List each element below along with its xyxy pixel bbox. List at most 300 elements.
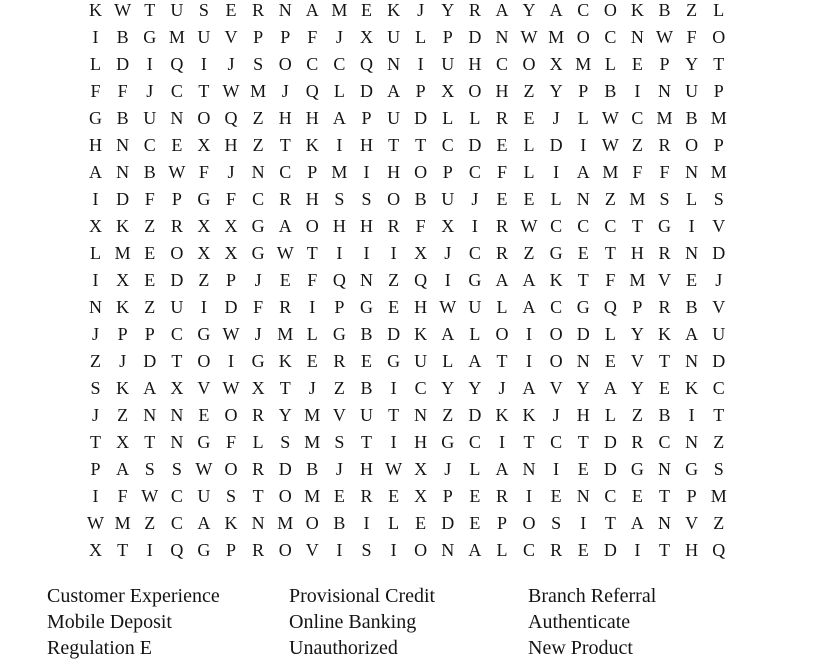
grid-cell[interactable]: Z <box>523 81 535 101</box>
grid-cell[interactable]: R <box>658 243 671 263</box>
grid-cell[interactable]: Z <box>144 216 156 236</box>
grid-cell[interactable]: Q <box>332 270 346 290</box>
grid-cell[interactable]: N <box>251 513 265 533</box>
grid-cell[interactable]: I <box>363 243 370 263</box>
grid-cell[interactable]: N <box>685 243 699 263</box>
grid-cell[interactable]: E <box>469 513 481 533</box>
grid-cell[interactable]: A <box>685 324 699 344</box>
grid-cell[interactable]: T <box>415 135 427 155</box>
grid-cell[interactable]: M <box>548 27 565 47</box>
grid-cell[interactable]: E <box>360 0 372 20</box>
grid-cell[interactable]: C <box>577 216 590 236</box>
grid-cell[interactable]: L <box>442 351 454 371</box>
grid-cell[interactable]: E <box>577 459 589 479</box>
grid-cell[interactable]: I <box>498 432 505 452</box>
grid-cell[interactable]: G <box>468 270 482 290</box>
grid-cell[interactable]: B <box>685 108 698 128</box>
grid-cell[interactable]: U <box>441 189 455 209</box>
grid-cell[interactable]: A <box>332 108 346 128</box>
grid-cell[interactable]: X <box>224 216 238 236</box>
grid-cell[interactable]: Z <box>252 135 264 155</box>
grid-cell[interactable]: G <box>251 243 265 263</box>
grid-cell[interactable]: D <box>278 459 292 479</box>
grid-cell[interactable]: N <box>441 540 455 560</box>
grid-cell[interactable]: O <box>224 405 238 425</box>
grid-cell[interactable]: K <box>414 324 428 344</box>
grid-cell[interactable]: E <box>225 0 237 20</box>
grid-cell[interactable]: T <box>604 243 616 263</box>
grid-cell[interactable]: O <box>414 540 428 560</box>
grid-cell[interactable]: U <box>359 405 373 425</box>
grid-cell[interactable]: E <box>388 297 400 317</box>
grid-cell[interactable]: V <box>332 405 346 425</box>
grid-cell[interactable]: L <box>469 324 481 344</box>
grid-cell[interactable]: Q <box>170 540 184 560</box>
grid-cell[interactable]: N <box>116 135 130 155</box>
grid-cell[interactable]: R <box>279 189 292 209</box>
grid-cell[interactable]: A <box>89 162 103 182</box>
grid-cell[interactable]: H <box>359 135 373 155</box>
grid-cell[interactable]: C <box>631 108 644 128</box>
grid-cell[interactable]: A <box>630 513 644 533</box>
grid-cell[interactable]: N <box>685 432 699 452</box>
grid-cell[interactable]: G <box>197 540 211 560</box>
grid-cell[interactable]: J <box>227 54 235 74</box>
grid-cell[interactable]: Y <box>685 54 699 74</box>
grid-cell[interactable]: P <box>686 486 697 506</box>
grid-cell[interactable]: Z <box>713 432 725 452</box>
grid-cell[interactable]: M <box>656 108 673 128</box>
grid-cell[interactable]: B <box>685 297 698 317</box>
grid-cell[interactable]: X <box>197 243 211 263</box>
grid-cell[interactable]: T <box>117 540 129 560</box>
grid-cell[interactable]: J <box>119 351 127 371</box>
grid-cell[interactable]: L <box>523 162 535 182</box>
grid-cell[interactable]: O <box>224 459 238 479</box>
grid-cell[interactable]: C <box>550 432 563 452</box>
grid-cell[interactable]: C <box>441 135 454 155</box>
grid-cell[interactable]: Y <box>576 378 590 398</box>
grid-cell[interactable]: M <box>114 243 131 263</box>
grid-cell[interactable]: I <box>634 81 641 101</box>
grid-cell[interactable]: S <box>659 189 670 209</box>
grid-cell[interactable]: A <box>495 270 509 290</box>
grid-cell[interactable]: L <box>713 0 725 20</box>
grid-cell[interactable]: C <box>468 243 481 263</box>
grid-cell[interactable]: P <box>442 27 453 47</box>
grid-cell[interactable]: C <box>468 162 481 182</box>
grid-cell[interactable]: S <box>280 432 291 452</box>
grid-cell[interactable]: H <box>224 135 238 155</box>
grid-cell[interactable]: K <box>495 405 509 425</box>
grid-cell[interactable]: J <box>308 378 316 398</box>
grid-cell[interactable]: U <box>468 297 482 317</box>
grid-cell[interactable]: J <box>254 324 262 344</box>
grid-cell[interactable]: X <box>251 378 265 398</box>
grid-cell[interactable]: R <box>658 297 671 317</box>
grid-cell[interactable]: E <box>144 243 156 263</box>
grid-cell[interactable]: D <box>468 135 482 155</box>
grid-cell[interactable]: Q <box>712 540 726 560</box>
grid-cell[interactable]: W <box>601 135 619 155</box>
grid-cell[interactable]: C <box>604 486 617 506</box>
grid-cell[interactable]: S <box>361 189 372 209</box>
grid-cell[interactable]: I <box>228 351 235 371</box>
grid-cell[interactable]: I <box>200 54 207 74</box>
grid-cell[interactable]: R <box>170 216 183 236</box>
grid-cell[interactable]: E <box>333 486 345 506</box>
grid-cell[interactable]: Z <box>388 270 400 290</box>
grid-cell[interactable]: M <box>304 486 321 506</box>
grid-cell[interactable]: V <box>224 27 238 47</box>
grid-cell[interactable]: T <box>577 270 589 290</box>
grid-cell[interactable]: D <box>441 513 455 533</box>
grid-cell[interactable]: U <box>170 0 184 20</box>
grid-cell[interactable]: C <box>523 540 536 560</box>
grid-cell[interactable]: S <box>90 378 101 398</box>
grid-cell[interactable]: A <box>495 459 509 479</box>
grid-cell[interactable]: D <box>603 459 617 479</box>
grid-cell[interactable]: O <box>495 324 509 344</box>
grid-cell[interactable]: M <box>710 486 727 506</box>
grid-cell[interactable]: R <box>252 540 265 560</box>
grid-cell[interactable]: U <box>414 351 428 371</box>
grid-cell[interactable]: U <box>387 108 401 128</box>
grid-cell[interactable]: G <box>197 189 211 209</box>
grid-cell[interactable]: W <box>195 459 213 479</box>
grid-cell[interactable]: D <box>468 27 482 47</box>
grid-cell[interactable]: L <box>496 540 508 560</box>
grid-cell[interactable]: H <box>359 459 373 479</box>
grid-cell[interactable]: W <box>222 378 240 398</box>
grid-cell[interactable]: E <box>604 351 616 371</box>
grid-cell[interactable]: X <box>414 243 428 263</box>
grid-cell[interactable]: T <box>659 540 671 560</box>
grid-cell[interactable]: G <box>143 27 157 47</box>
grid-cell[interactable]: B <box>306 459 319 479</box>
grid-cell[interactable]: I <box>526 351 533 371</box>
grid-cell[interactable]: J <box>335 27 343 47</box>
grid-cell[interactable]: Y <box>468 378 482 398</box>
grid-cell[interactable]: Z <box>631 135 643 155</box>
grid-cell[interactable]: Z <box>198 270 210 290</box>
grid-cell[interactable]: N <box>414 405 428 425</box>
grid-cell[interactable]: W <box>385 459 403 479</box>
grid-cell[interactable]: V <box>712 216 726 236</box>
grid-cell[interactable]: I <box>390 243 397 263</box>
grid-cell[interactable]: G <box>89 108 103 128</box>
grid-cell[interactable]: R <box>468 0 481 20</box>
grid-cell[interactable]: R <box>495 243 508 263</box>
grid-cell[interactable]: T <box>279 378 291 398</box>
grid-cell[interactable]: A <box>197 513 211 533</box>
grid-cell[interactable]: W <box>168 162 186 182</box>
grid-cell[interactable]: K <box>685 378 699 398</box>
grid-cell[interactable]: I <box>336 540 343 560</box>
grid-cell[interactable]: U <box>712 324 726 344</box>
grid-cell[interactable]: I <box>146 54 153 74</box>
grid-cell[interactable]: K <box>305 135 319 155</box>
grid-cell[interactable]: L <box>306 324 318 344</box>
grid-cell[interactable]: Q <box>224 108 238 128</box>
grid-cell[interactable]: T <box>171 351 183 371</box>
grid-cell[interactable]: P <box>659 54 670 74</box>
grid-cell[interactable]: I <box>390 540 397 560</box>
grid-cell[interactable]: W <box>656 27 674 47</box>
grid-cell[interactable]: T <box>388 135 400 155</box>
grid-cell[interactable]: X <box>359 27 373 47</box>
grid-cell[interactable]: X <box>89 216 103 236</box>
grid-cell[interactable]: E <box>496 189 508 209</box>
grid-cell[interactable]: I <box>92 189 99 209</box>
grid-cell[interactable]: C <box>604 27 617 47</box>
grid-cell[interactable]: X <box>116 432 130 452</box>
grid-cell[interactable]: N <box>685 351 699 371</box>
grid-cell[interactable]: D <box>359 81 373 101</box>
grid-cell[interactable]: C <box>333 54 346 74</box>
grid-cell[interactable]: I <box>688 216 695 236</box>
grid-cell[interactable]: D <box>414 108 428 128</box>
grid-cell[interactable]: H <box>305 189 319 209</box>
grid-cell[interactable]: D <box>603 432 617 452</box>
grid-cell[interactable]: G <box>251 216 265 236</box>
grid-cell[interactable]: L <box>469 459 481 479</box>
grid-cell[interactable]: C <box>550 216 563 236</box>
grid-cell[interactable]: X <box>441 81 455 101</box>
grid-cell[interactable]: B <box>658 0 671 20</box>
grid-cell[interactable]: D <box>468 405 482 425</box>
grid-cell[interactable]: U <box>170 297 184 317</box>
grid-cell[interactable]: S <box>253 54 264 74</box>
grid-cell[interactable]: N <box>576 486 590 506</box>
grid-cell[interactable]: X <box>89 540 103 560</box>
grid-cell[interactable]: E <box>360 351 372 371</box>
grid-cell[interactable]: T <box>659 486 671 506</box>
grid-cell[interactable]: A <box>522 297 536 317</box>
grid-cell[interactable]: J <box>471 189 479 209</box>
grid-cell[interactable]: E <box>279 270 291 290</box>
grid-cell[interactable]: L <box>577 108 589 128</box>
grid-cell[interactable]: W <box>222 324 240 344</box>
grid-cell[interactable]: M <box>277 513 294 533</box>
grid-cell[interactable]: H <box>414 297 428 317</box>
grid-cell[interactable]: A <box>549 0 563 20</box>
grid-cell[interactable]: G <box>197 432 211 452</box>
grid-cell[interactable]: F <box>632 162 643 182</box>
grid-cell[interactable]: I <box>390 378 397 398</box>
grid-cell[interactable]: N <box>251 162 265 182</box>
grid-cell[interactable]: R <box>252 405 265 425</box>
grid-cell[interactable]: W <box>276 243 294 263</box>
grid-cell[interactable]: W <box>520 27 538 47</box>
grid-cell[interactable]: C <box>170 513 183 533</box>
grid-cell[interactable]: E <box>523 108 535 128</box>
grid-cell[interactable]: D <box>603 540 617 560</box>
grid-cell[interactable]: A <box>576 162 590 182</box>
grid-cell[interactable]: U <box>143 108 157 128</box>
grid-cell[interactable]: I <box>444 270 451 290</box>
grid-cell[interactable]: K <box>224 513 238 533</box>
grid-cell[interactable]: M <box>304 432 321 452</box>
grid-cell[interactable]: G <box>576 297 590 317</box>
grid-cell[interactable]: K <box>278 351 292 371</box>
grid-cell[interactable]: O <box>170 243 184 263</box>
grid-cell[interactable]: D <box>549 135 563 155</box>
grid-cell[interactable]: A <box>441 324 455 344</box>
grid-cell[interactable]: Z <box>442 405 454 425</box>
grid-cell[interactable]: P <box>307 162 318 182</box>
grid-cell[interactable]: J <box>227 162 235 182</box>
grid-cell[interactable]: F <box>226 432 237 452</box>
grid-cell[interactable]: E <box>496 135 508 155</box>
grid-cell[interactable]: I <box>309 297 316 317</box>
grid-cell[interactable]: P <box>361 108 372 128</box>
grid-cell[interactable]: E <box>144 270 156 290</box>
grid-cell[interactable]: P <box>496 513 507 533</box>
grid-cell[interactable]: M <box>629 189 646 209</box>
grid-cell[interactable]: V <box>658 270 672 290</box>
grid-cell[interactable]: X <box>224 243 238 263</box>
grid-cell[interactable]: A <box>468 540 482 560</box>
grid-cell[interactable]: W <box>141 486 159 506</box>
grid-cell[interactable]: T <box>659 351 671 371</box>
grid-cell[interactable]: Z <box>144 297 156 317</box>
grid-cell[interactable]: Y <box>630 324 644 344</box>
grid-cell[interactable]: B <box>333 513 346 533</box>
grid-cell[interactable]: N <box>170 405 184 425</box>
grid-cell[interactable]: Y <box>441 378 455 398</box>
grid-cell[interactable]: G <box>549 243 563 263</box>
grid-cell[interactable]: T <box>252 486 264 506</box>
grid-cell[interactable]: E <box>577 243 589 263</box>
grid-cell[interactable]: V <box>712 297 726 317</box>
grid-cell[interactable]: A <box>468 351 482 371</box>
grid-cell[interactable]: K <box>522 405 536 425</box>
grid-cell[interactable]: A <box>143 378 157 398</box>
grid-cell[interactable]: G <box>197 324 211 344</box>
grid-cell[interactable]: X <box>197 135 211 155</box>
grid-cell[interactable]: M <box>629 270 646 290</box>
grid-cell[interactable]: L <box>604 54 616 74</box>
grid-cell[interactable]: S <box>551 513 562 533</box>
grid-cell[interactable]: W <box>520 216 538 236</box>
grid-cell[interactable]: T <box>577 432 589 452</box>
grid-cell[interactable]: I <box>553 162 560 182</box>
grid-cell[interactable]: I <box>92 270 99 290</box>
grid-cell[interactable]: I <box>200 297 207 317</box>
grid-cell[interactable]: N <box>116 162 130 182</box>
grid-cell[interactable]: J <box>498 378 506 398</box>
grid-cell[interactable]: X <box>414 459 428 479</box>
grid-cell[interactable]: R <box>658 135 671 155</box>
grid-cell[interactable]: J <box>417 0 425 20</box>
grid-cell[interactable]: F <box>117 81 128 101</box>
grid-cell[interactable]: I <box>390 432 397 452</box>
grid-cell[interactable]: N <box>170 108 184 128</box>
grid-cell[interactable]: P <box>171 189 182 209</box>
grid-cell[interactable]: T <box>496 351 508 371</box>
grid-cell[interactable]: W <box>601 108 619 128</box>
grid-cell[interactable]: H <box>495 81 509 101</box>
grid-cell[interactable]: G <box>658 216 672 236</box>
grid-cell[interactable]: B <box>604 81 617 101</box>
grid-cell[interactable]: Z <box>117 405 129 425</box>
grid-cell[interactable]: I <box>363 162 370 182</box>
grid-cell[interactable]: Y <box>549 81 563 101</box>
grid-cell[interactable]: I <box>92 486 99 506</box>
grid-cell[interactable]: D <box>116 54 130 74</box>
grid-cell[interactable]: B <box>658 405 671 425</box>
grid-cell[interactable]: S <box>361 540 372 560</box>
grid-cell[interactable]: O <box>522 513 536 533</box>
grid-cell[interactable]: A <box>278 216 292 236</box>
grid-cell[interactable]: L <box>333 81 345 101</box>
grid-cell[interactable]: M <box>331 162 348 182</box>
grid-cell[interactable]: C <box>170 486 183 506</box>
grid-cell[interactable]: Z <box>333 378 345 398</box>
grid-cell[interactable]: G <box>359 297 373 317</box>
grid-cell[interactable]: H <box>630 243 644 263</box>
grid-cell[interactable]: G <box>441 432 455 452</box>
grid-cell[interactable]: J <box>444 243 452 263</box>
grid-cell[interactable]: P <box>117 324 128 344</box>
grid-cell[interactable]: A <box>522 378 536 398</box>
grid-cell[interactable]: V <box>197 378 211 398</box>
grid-cell[interactable]: U <box>197 27 211 47</box>
grid-cell[interactable]: X <box>116 270 130 290</box>
grid-cell[interactable]: P <box>415 81 426 101</box>
grid-cell[interactable]: E <box>198 405 210 425</box>
grid-cell[interactable]: T <box>523 432 535 452</box>
grid-cell[interactable]: L <box>90 54 102 74</box>
grid-cell[interactable]: W <box>114 0 132 20</box>
grid-cell[interactable]: O <box>603 0 617 20</box>
grid-cell[interactable]: M <box>304 405 321 425</box>
grid-cell[interactable]: P <box>144 324 155 344</box>
grid-cell[interactable]: H <box>89 135 103 155</box>
grid-cell[interactable]: A <box>305 0 319 20</box>
grid-cell[interactable]: R <box>279 297 292 317</box>
grid-cell[interactable]: L <box>604 405 616 425</box>
grid-cell[interactable]: B <box>143 162 156 182</box>
grid-cell[interactable]: N <box>576 189 590 209</box>
grid-cell[interactable]: K <box>116 216 130 236</box>
grid-cell[interactable]: P <box>442 162 453 182</box>
grid-cell[interactable]: U <box>685 81 699 101</box>
grid-cell[interactable]: B <box>360 378 373 398</box>
grid-cell[interactable]: J <box>92 405 100 425</box>
grid-cell[interactable]: S <box>334 189 345 209</box>
grid-cell[interactable]: P <box>90 459 101 479</box>
grid-cell[interactable]: T <box>631 216 643 236</box>
grid-cell[interactable]: Z <box>631 405 643 425</box>
grid-cell[interactable]: H <box>576 405 590 425</box>
grid-cell[interactable]: D <box>576 324 590 344</box>
grid-cell[interactable]: G <box>387 351 401 371</box>
grid-cell[interactable]: S <box>226 486 237 506</box>
grid-cell[interactable]: M <box>602 162 619 182</box>
grid-cell[interactable]: Y <box>630 378 644 398</box>
grid-cell[interactable]: T <box>388 405 400 425</box>
grid-cell[interactable]: F <box>144 189 155 209</box>
grid-cell[interactable]: Z <box>90 351 102 371</box>
grid-cell[interactable]: H <box>359 216 373 236</box>
grid-cell[interactable]: T <box>198 81 210 101</box>
grid-cell[interactable]: Y <box>278 405 292 425</box>
grid-cell[interactable]: I <box>336 243 343 263</box>
grid-cell[interactable]: E <box>659 378 671 398</box>
grid-cell[interactable]: R <box>495 216 508 236</box>
